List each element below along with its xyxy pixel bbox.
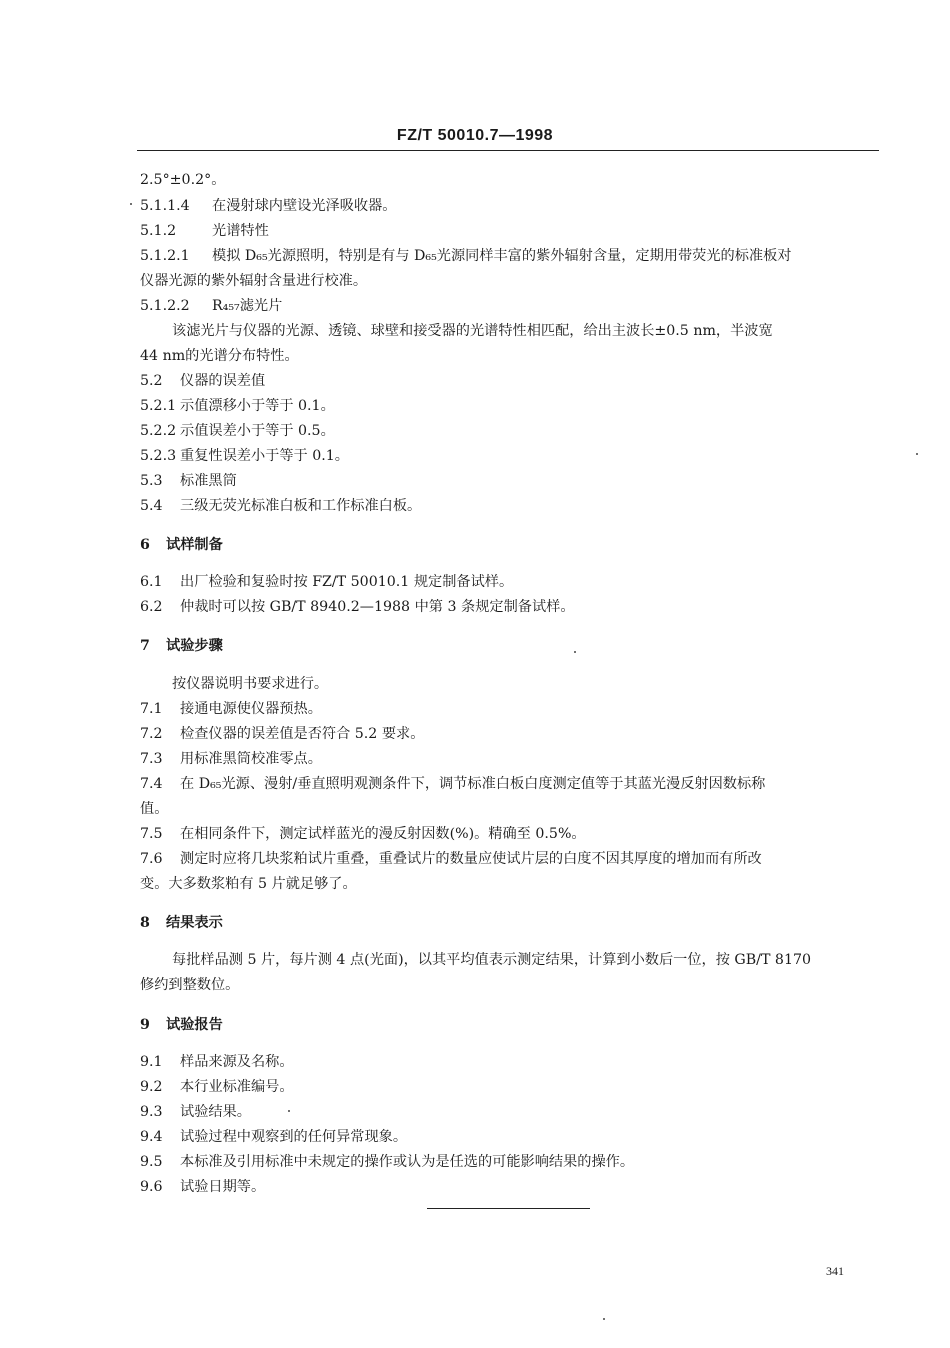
clause-7-5 [140,825,586,843]
clause-5-4 [140,497,421,515]
header-rule [137,150,879,151]
line-text: 仪器光源的紫外辐射含量进行校准。 [140,273,368,289]
clause-number: 7.5 [140,826,163,842]
clause-7-3 [140,750,322,768]
clause-text: 出厂检验和复验时按 FZ/T 50010.1 规定制备试样。 [180,574,514,590]
clause-number: 6.2 [140,599,163,615]
scan-speck [916,453,918,455]
clause-number: 9.6 [140,1179,163,1195]
section-title: 试验报告 [166,1017,223,1033]
line-text: 该滤光片与仪器的光源、透镜、球壁和接受器的光谱特性相匹配，给出主波长±0.5 nm，半波宽 [172,323,773,339]
clause-text: 样品来源及名称。 [180,1054,294,1070]
clause-number: 7.2 [140,726,163,742]
clause-number: 5.2.3 [140,448,177,464]
clause-5-1-2-2 [140,297,282,315]
line-text: 值。 [140,801,169,817]
clause-number: 5.1.2 [140,223,177,239]
clause-text: 本标准及引用标准中未规定的操作或认为是任选的可能影响结果的操作。 [180,1154,635,1170]
clause-6-1 [140,573,513,591]
clause-text: 本行业标准编号。 [180,1079,294,1095]
line-text: 修约到整数位。 [140,977,240,993]
clause-9-6 [140,1178,265,1196]
clause-5-2 [140,372,265,390]
clause-number: 7.6 [140,851,163,867]
clause-text: 重复性误差小于等于 0.1。 [180,448,349,464]
clause-text: 在相同条件下，测定试样蓝光的漫反射因数(%)。精确至 0.5%。 [180,826,586,842]
clause-9-3 [140,1103,251,1121]
clause-text: 仪器的误差值 [180,373,266,389]
text-line [140,800,168,818]
line-text: 44 nm的光谱分布特性。 [140,348,299,364]
clause-text: 测定时应将几块浆粕试片重叠，重叠试片的数量应使试片层的白度不因其厚度的增加而有所改 [180,851,762,867]
line-text: 按仪器说明书要求进行。 [172,676,329,692]
page-number: 341 [826,1264,844,1278]
section-9-heading [140,1016,223,1034]
clause-text: 在 D₆₅光源、漫射/垂直照明观测条件下，调节标准白板白度测定值等于其蓝光漫反射因数标称 [180,776,766,792]
clause-text: 示值误差小于等于 0.5。 [180,423,335,439]
section-6-heading [140,536,223,554]
text-line [140,976,239,994]
clause-text: R₄₅₇滤光片 [212,298,283,314]
clause-7-2 [140,725,424,743]
clause-text: 试验结果。 [180,1104,251,1120]
clause-number: 9.5 [140,1154,163,1170]
clause-text: 试验过程中观察到的任何异常现象。 [180,1129,408,1145]
clause-text: 检查仪器的误差值是否符合 5.2 要求。 [180,726,425,742]
section-7-heading [140,637,223,655]
clause-number: 9.3 [140,1104,163,1120]
clause-text: 接通电源使仪器预热。 [180,701,322,717]
clause-5-2-1 [140,397,335,415]
clause-7-1 [140,700,322,718]
clause-6-2 [140,598,575,616]
clause-text: 试验日期等。 [180,1179,266,1195]
section-title: 试验步骤 [166,638,223,654]
clause-9-1 [140,1053,294,1071]
clause-number: 5.1.2.1 [140,248,190,264]
clause-5-2-2 [140,422,335,440]
text-line [140,171,225,189]
clause-5-3 [140,472,237,490]
line-text: 2.5°±0.2°。 [140,172,226,188]
standard-code-header: FZ/T 50010.7—1998 [396,127,554,144]
clause-5-2-3 [140,447,349,465]
clause-7-4 [140,775,765,793]
clause-5-1-2-1 [140,247,882,265]
line-text: 变。大多数浆粕有 5 片就足够了。 [140,876,357,892]
clause-9-5 [140,1153,634,1171]
clause-text: 用标准黑筒校准零点。 [180,751,322,767]
scan-speck [288,1110,290,1112]
clause-number: 7.3 [140,751,163,767]
clause-text: 三级无荧光标准白板和工作标准白板。 [180,498,422,514]
clause-number: 9.1 [140,1054,163,1070]
scan-speck [574,651,576,653]
section-number: 8 [140,915,150,931]
clause-number: 5.3 [140,473,163,489]
end-rule [427,1208,590,1209]
paragraph-line [172,675,328,693]
clause-5-1-1-4 [140,197,396,215]
clause-number: 6.1 [140,574,163,590]
section-number: 6 [140,537,150,553]
clause-number: 9.4 [140,1129,163,1145]
clause-number: 7.1 [140,701,163,717]
text-line [140,272,367,290]
section-title: 结果表示 [166,915,223,931]
clause-9-2 [140,1078,294,1096]
scan-speck [603,1318,605,1320]
clause-5-1-2 [140,222,269,240]
clause-text: 仲裁时可以按 GB/T 8940.2—1988 中第 3 条规定制备试样。 [180,599,575,615]
section-8-heading [140,914,223,932]
text-line [140,347,299,365]
clause-text: 模拟 D₆₅光源照明，特别是有与 D₆₅光源同样丰富的紫外辐射含量，定期用带荧光的标准板对 [212,248,792,264]
clause-number: 5.2 [140,373,163,389]
clause-text: 标准黑筒 [180,473,237,489]
text-line [140,875,357,893]
clause-number: 5.1.2.2 [140,298,190,314]
line-text: 每批样品测 5 片，每片测 4 点(光面)，以其平均值表示测定结果，计算到小数后一位，按 GB/T 8170 [172,952,812,968]
clause-text: 示值漂移小于等于 0.1。 [180,398,335,414]
clause-text: 在漫射球内壁设光泽吸收器。 [212,198,397,214]
clause-number: 7.4 [140,776,163,792]
clause-number: 5.2.2 [140,423,177,439]
clause-number: 5.2.1 [140,398,177,414]
clause-number: 5.1.1.4 [140,198,190,214]
clause-7-6 [140,850,762,868]
section-number: 7 [140,638,150,654]
clause-9-4 [140,1128,407,1146]
clause-number: 9.2 [140,1079,163,1095]
section-title: 试样制备 [166,537,223,553]
clause-number: 5.4 [140,498,163,514]
paragraph-line [172,322,773,340]
paragraph-line [172,951,811,969]
scan-speck [130,203,132,205]
clause-text: 光谱特性 [212,223,269,239]
section-number: 9 [140,1017,150,1033]
